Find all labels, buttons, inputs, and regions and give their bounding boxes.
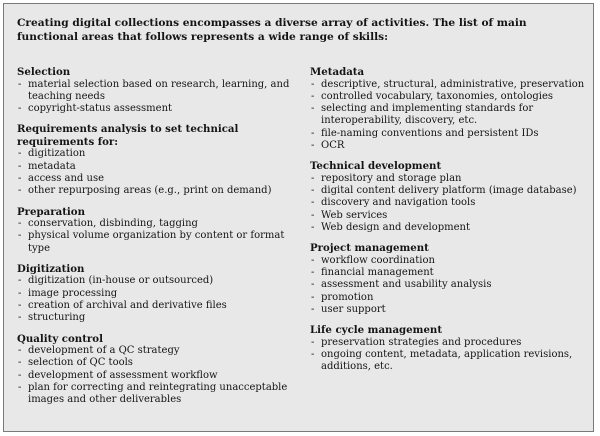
- list-item: - assessment and usability analysis: [310, 279, 590, 291]
- list-item: - file-naming conventions and persistent IDs: [310, 128, 590, 140]
- list-item: - copyright-status assessment: [17, 103, 302, 115]
- section-title: Project management: [310, 242, 429, 255]
- list-item: - creation of archival and derivative files: [17, 300, 302, 312]
- list-item: - development of assessment workflow: [17, 370, 302, 382]
- item-list: [310, 255, 590, 316]
- list-item: - ongoing content, metadata, application revisions, additions, etc.: [310, 349, 590, 374]
- list-item: - development of a QC strategy: [17, 345, 302, 357]
- list-item: - promotion: [310, 292, 590, 304]
- section-quality-control: [17, 333, 302, 407]
- section-life-cycle-management: [310, 324, 590, 373]
- list-item: - discovery and navigation tools: [310, 197, 590, 209]
- list-item: - workflow coordination: [310, 255, 590, 267]
- section-selection: [17, 66, 302, 115]
- item-list: [17, 218, 302, 255]
- list-item: - digitization (in-house or outsourced): [17, 275, 302, 287]
- item-list: [17, 345, 302, 406]
- item-list: [310, 337, 590, 374]
- section-title: Digitization: [17, 262, 85, 275]
- section-title: Quality control: [17, 332, 103, 345]
- list-item: - Web services: [310, 210, 590, 222]
- list-item: - OCR: [310, 140, 590, 152]
- section-digitization: [17, 263, 302, 325]
- section-title: Life cycle management: [310, 324, 443, 337]
- section-preparation: [17, 206, 302, 255]
- item-list: [310, 79, 590, 153]
- section-title: Metadata: [310, 66, 365, 78]
- list-item: - selecting and implementing standards for interoperability, discovery, etc.: [310, 103, 590, 128]
- item-list: [17, 79, 302, 116]
- list-item: - material selection based on research, learning, and teaching needs: [17, 79, 302, 104]
- right-column: [310, 66, 590, 382]
- list-item: - selection of QC tools: [17, 357, 302, 369]
- section-project-management: [310, 242, 590, 316]
- list-item: - repository and storage plan: [310, 173, 590, 185]
- list-item: - other repurposing areas (e.g., print on demand): [17, 185, 302, 197]
- section-title: Preparation: [17, 205, 85, 218]
- section-metadata: [310, 66, 590, 152]
- list-item: - controlled vocabulary, taxonomies, ontologies: [310, 91, 590, 103]
- list-item: - descriptive, structural, administrative, preservation: [310, 79, 590, 91]
- item-list: [17, 148, 302, 197]
- section-technical-development: [310, 160, 590, 234]
- list-item: - conservation, disbinding, tagging: [17, 218, 302, 230]
- list-item: - financial management: [310, 267, 590, 279]
- list-item: - Web design and development: [310, 222, 590, 234]
- list-item: - physical volume organization by content or format type: [17, 230, 302, 255]
- section-requirements-analysis: [17, 123, 302, 197]
- list-item: - preservation strategies and procedures: [310, 337, 590, 349]
- item-list: [310, 173, 590, 234]
- list-item: - image processing: [17, 288, 302, 300]
- list-item: - metadata: [17, 161, 302, 173]
- item-list: [17, 275, 302, 324]
- list-item: - structuring: [17, 312, 302, 324]
- section-title: Technical development: [310, 160, 442, 173]
- intro-text: Creating digital collections encompasses a diverse array of activities. The list of main functional areas that follows represents a wide range of skills:: [17, 17, 527, 43]
- section-title: Requirements analysis to set technical requirements for:: [17, 123, 239, 148]
- text-box: [3, 3, 594, 432]
- list-item: - digitization: [17, 148, 302, 160]
- list-item: - digital content delivery platform (image database): [310, 185, 590, 197]
- list-item: - user support: [310, 304, 590, 316]
- list-item: - plan for correcting and reintegrating unacceptable images and other deliverables: [17, 382, 302, 407]
- left-column: [17, 66, 302, 415]
- list-item: - access and use: [17, 173, 302, 185]
- section-title: Selection: [17, 66, 71, 78]
